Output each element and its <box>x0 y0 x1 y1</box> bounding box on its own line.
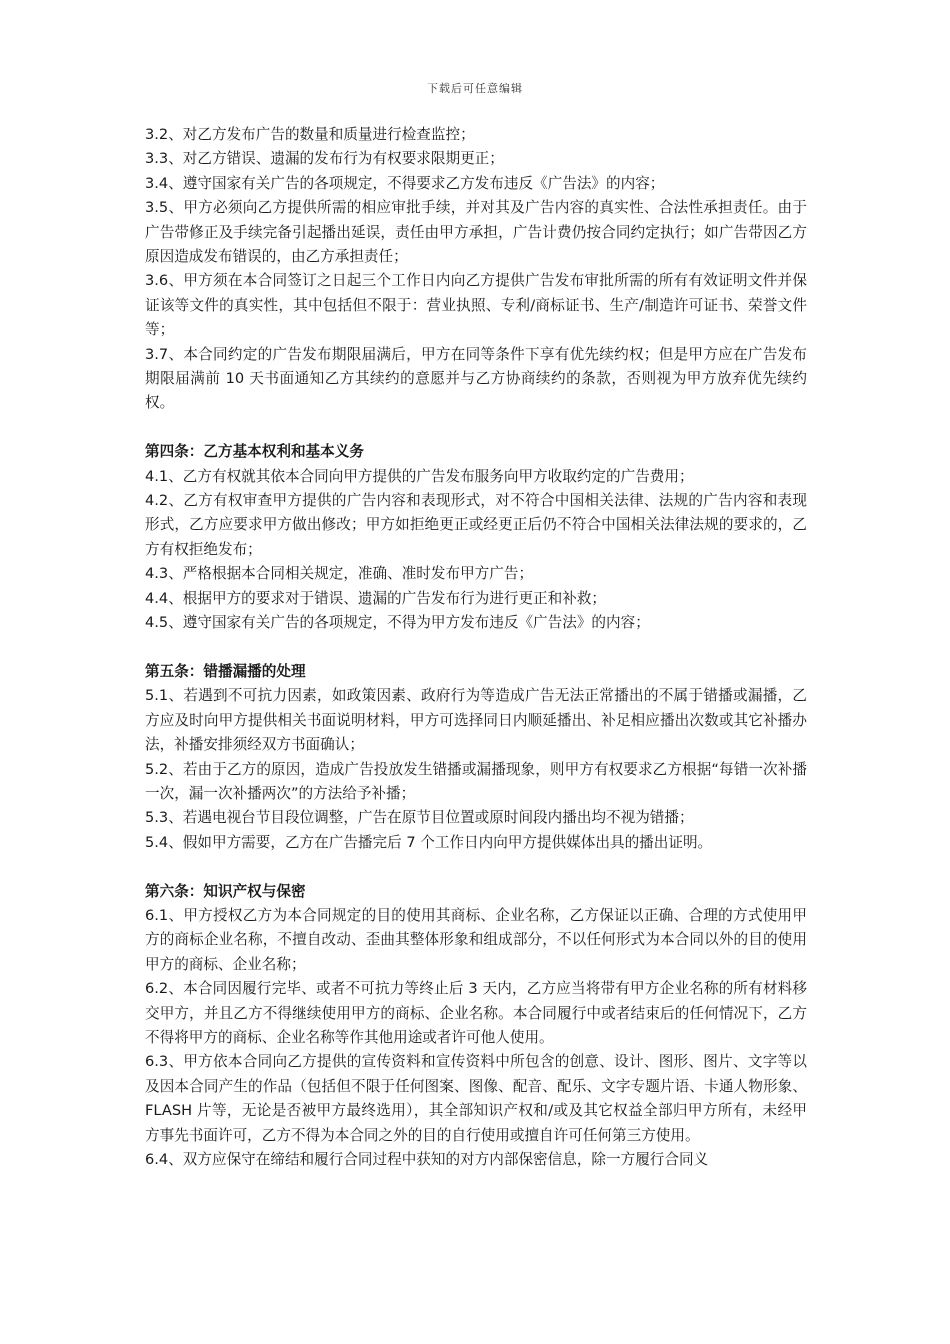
clause-paragraph: 3.5、甲方必须向乙方提供所需的相应审批手续，并对其及广告内容的真实性、合法性承担责任。由于广告带修正及手续完备引起播出延误，责任由甲方承担，广告计费仍按合同约定执行；如广告带因乙方原因造成发布错误的，由乙方承担责任； <box>145 199 807 266</box>
clause-paragraph: 4.5、遵守国家有关广告的各项规定，不得为甲方发布违反《广告法》的内容； <box>145 614 650 632</box>
section-heading: 第四条：乙方基本权利和基本义务 <box>145 443 364 461</box>
section-gap <box>145 855 807 879</box>
section-gap <box>145 416 807 440</box>
clause-paragraph: 5.1、若遇到不可抗力因素，如政策因素、政府行为等造成广告无法正常播出的不属于错播或漏播，乙方应及时向甲方提供相关书面说明材料，甲方可选择同日内顺延播出、补足相应播出次数或其它补播办法，补播安排须经双方书面确认； <box>145 687 807 754</box>
document-body <box>145 123 807 1172</box>
clause-paragraph: 4.3、严格根据本合同相关规定，准确、准时发布甲方广告； <box>145 565 534 583</box>
clause-paragraph: 5.4、假如甲方需要，乙方在广告播完后 7 个工作日内向甲方提供媒体出具的播出证明。 <box>145 833 713 851</box>
clause-paragraph: 5.2、若由于乙方的原因，造成广告投放发生错播或漏播现象，则甲方有权要求乙方根据“每错一次补播一次，漏一次补播两次”的方法给予补播； <box>145 760 807 802</box>
clause-paragraph: 3.3、对乙方错误、遗漏的发布行为有权要求限期更正； <box>145 150 504 168</box>
clause-paragraph: 6.3、甲方依本合同向乙方提供的宣传资料和宣传资料中所包含的创意、设计、图形、图片、文字等以及因本合同产生的作品（包括但不限于任何图案、图像、配音、配乐、文字专题片语、卡通人物形象、FLASH 片等，无论是否被甲方最终选用），其全部知识产权和/或及其它权益全部归甲方所有，未经甲方事先书面许可，乙方不得为本合同之外的目的自行使用或擅自许可任何第三方使用。 <box>145 1053 807 1144</box>
clause-paragraph: 3.2、对乙方发布广告的数量和质量进行检查监控； <box>145 126 475 143</box>
clause-paragraph: 3.6、甲方须在本合同签订之日起三个工作日内向乙方提供广告发布审批所需的所有有效证明文件并保证该等文件的真实性，其中包括但不限于：营业执照、专利/商标证书、生产/制造许可证书、荣誉文件等； <box>145 272 807 339</box>
clause-paragraph: 3.4、遵守国家有关广告的各项规定，不得要求乙方发布违反《广告法》的内容； <box>145 174 665 192</box>
clause-paragraph: 6.4、双方应保守在缔结和履行合同过程中获知的对方内部保密信息，除一方履行合同义 <box>145 1151 709 1169</box>
section-heading: 第六条：知识产权与保密 <box>145 882 306 900</box>
clause-paragraph: 6.2、本合同因履行完毕、或者不可抗力等终止后 3 天内，乙方应当将带有甲方企业名称的所有材料移交甲方，并且乙方不得继续使用甲方的商标、企业名称。本合同履行中或者结束后的任何情况下，乙方不得将甲方的商标、企业名称等作其他用途或者许可他人使用。 <box>145 980 807 1046</box>
clause-paragraph: 5.3、若遇电视台节目段位调整，广告在原节目位置或原时间段内播出均不视为错播； <box>145 809 694 827</box>
clause-paragraph: 4.4、根据甲方的要求对于错误、遗漏的广告发布行为进行更正和补救； <box>145 589 607 607</box>
clause-paragraph: 3.7、本合同约定的广告发布期限届满后，甲方在同等条件下享有优先续约权；但是甲方应在广告发布期限届满前 10 天书面通知乙方其续约的意愿并与乙方协商续约的条款，否则视为甲方放弃优先续约权。 <box>145 345 807 412</box>
section-gap <box>145 636 807 660</box>
section-heading: 第五条：错播漏播的处理 <box>145 662 306 680</box>
clause-paragraph: 4.1、乙方有权就其依本合同向甲方提供的广告发布服务向甲方收取约定的广告费用； <box>145 467 694 485</box>
page-header: 下载后可任意编辑 <box>427 82 523 95</box>
clause-paragraph: 6.1、甲方授权乙方为本合同规定的目的使用其商标、企业名称，乙方保证以正确、合理的方式使用甲方的商标企业名称，不擅自改动、歪曲其整体形象和组成部分，不以任何形式为本合同以外的目的使用甲方的商标、企业名称； <box>145 906 807 973</box>
clause-paragraph: 4.2、乙方有权审查甲方提供的广告内容和表现形式，对不符合中国相关法律、法规的广告内容和表现形式，乙方应要求甲方做出修改；甲方如拒绝更正或经更正后仍不符合中国相关法律法规的要求的，乙方有权拒绝发布； <box>145 492 807 558</box>
